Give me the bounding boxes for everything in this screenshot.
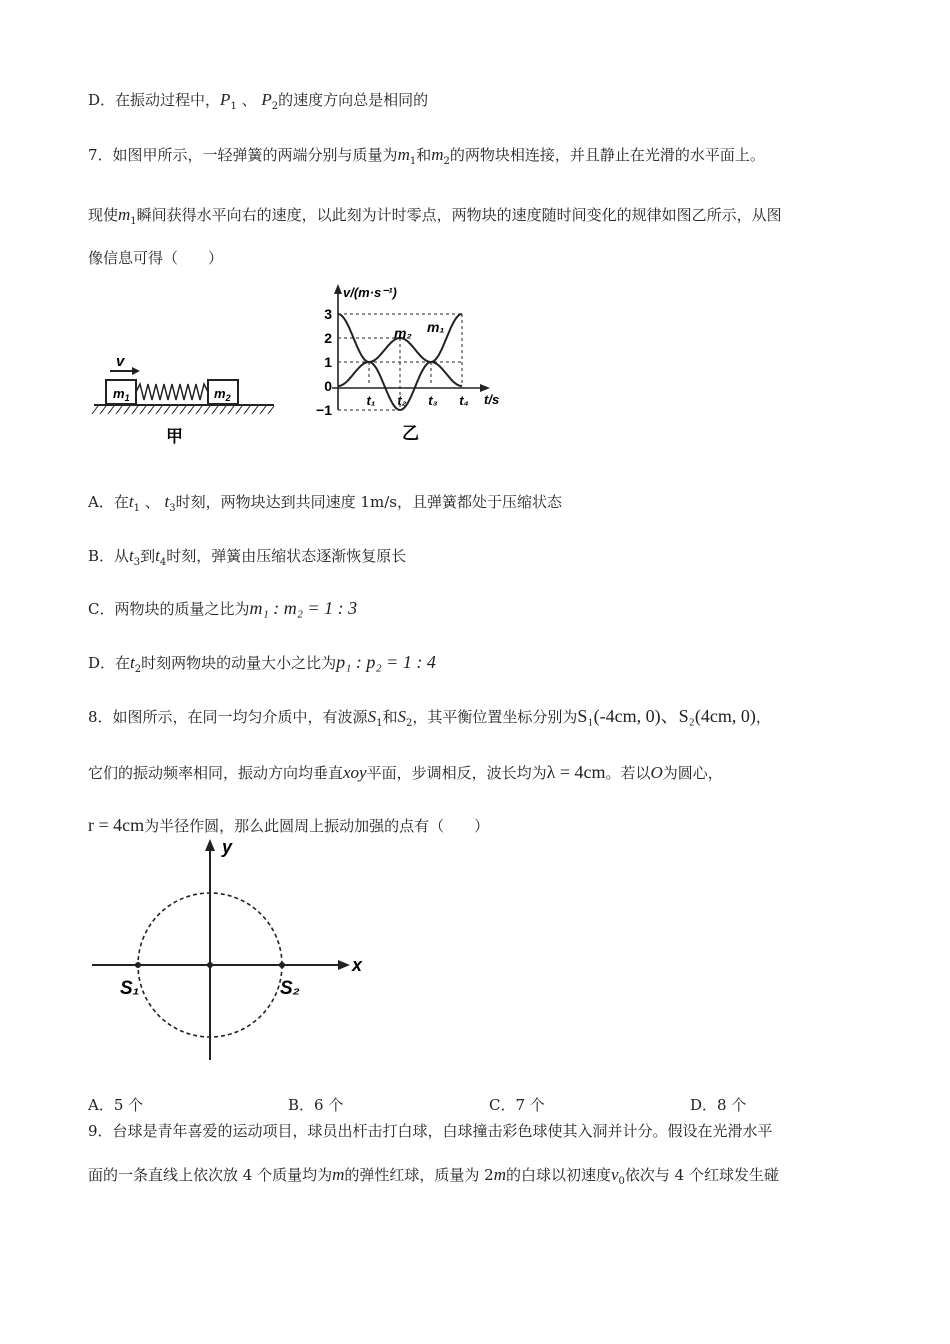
- curve-label-m1: m₁: [427, 319, 445, 335]
- q8-stem-line1: 8．如图所示，在同一均匀介质中，有波源$S_1$和$S_2$，其平衡位置坐标分别为S₁(-4cm, 0)、S₂(4cm, 0)，: [88, 706, 771, 729]
- velocity-arrow-icon: [132, 367, 140, 375]
- q9-stem-line2: 面的一条直线上依次放 4 个质量均为m的弹性红球，质量为 2m的白球以初速度$v_0$依次与 4 个红球发生碰: [88, 1165, 779, 1187]
- figure-yi-chart: [310, 278, 520, 450]
- q7-stem-line2: 现使$m_1$瞬间获得水平向右的速度，以此刻为计时零点，两物块的速度随时间变化的规律如图乙所示，从图: [88, 205, 782, 227]
- q8-option-a[interactable]: A．5 个: [88, 1096, 144, 1114]
- x-axis-label: x: [352, 955, 363, 975]
- s2-label: S₂: [280, 978, 300, 999]
- jia-velocity-label: v: [116, 353, 125, 370]
- x-axis-arrow-icon: [480, 384, 490, 392]
- yi-caption: 乙: [402, 424, 419, 443]
- x-tick-label: t₃: [428, 393, 438, 408]
- q7-option-a[interactable]: A．在$t_1$ 、 $t_3$时刻，两物块达到共同速度 1m/s，且弹簧都处于压缩状态: [88, 492, 562, 514]
- y-tick-label: −1: [316, 402, 332, 418]
- figure-q8-circle: [88, 835, 378, 1065]
- x-tick-label: t₄: [459, 393, 469, 408]
- source-s1-dot: [135, 962, 141, 968]
- curve-label-m2: m₂: [394, 325, 412, 341]
- source-s2-dot: [279, 962, 285, 968]
- jia-caption: 甲: [166, 427, 183, 446]
- q7-stem-line3: 像信息可得（ ）: [88, 249, 224, 267]
- svg-text:m2: $m_2$: [214, 386, 231, 403]
- y-tick-label: 3: [324, 306, 332, 322]
- q7-option-d[interactable]: D．在$t_2$时刻两物块的动量大小之比为p₁ : p₂ = 1 : 4: [88, 652, 436, 675]
- y-axis-arrow-icon: [334, 284, 342, 294]
- origin-dot: [207, 962, 213, 968]
- y-tick-label: 0: [324, 378, 332, 394]
- y-tick-label: 2: [324, 330, 332, 346]
- q9-stem-line1: 9．台球是青年喜爱的运动项目，球员出杆击打白球，白球撞击彩色球使其入洞并计分。假设在光滑水平: [88, 1122, 773, 1140]
- q8-stem-line3: r = 4cm为半径作圆，那么此圆周上振动加强的点有（ ）: [88, 815, 490, 835]
- x-tick-label: t₁: [366, 393, 376, 408]
- y-tick-label: 1: [324, 354, 332, 370]
- q7-option-b[interactable]: B．从$t_3$到$t_4$时刻，弹簧由压缩状态逐渐恢复原长: [88, 546, 407, 568]
- y-axis-arrow-icon: [205, 839, 215, 851]
- q6-option-d: D．在振动过程中，$P_1$ 、 $P_2$的速度方向总是相同的: [88, 90, 429, 112]
- figure-jia: [88, 285, 288, 450]
- svg-text:m1: $m_1$: [113, 386, 130, 403]
- q8-stem-line2: 它们的振动频率相同，振动方向均垂直xoy平面，步调相反，波长均为λ = 4cm。若以O为圆心，: [88, 762, 723, 782]
- y-axis-label: y: [222, 837, 233, 857]
- q8-option-c[interactable]: C．7 个: [489, 1096, 545, 1114]
- x-axis-label: t/s: [484, 392, 500, 407]
- q7-stem-line1: 7．如图甲所示，一轻弹簧的两端分别与质量为$m_1$和$m_2$的两物块相连接，并且静止在光滑的水平面上。: [88, 145, 765, 167]
- s1-label: S₁: [120, 978, 140, 999]
- y-axis-label: v/(m·s⁻¹): [343, 285, 397, 300]
- q7-option-c[interactable]: C．两物块的质量之比为m₁ : m₂ = 1 : 3: [88, 598, 358, 618]
- x-axis-arrow-icon: [338, 960, 350, 970]
- spring: [136, 384, 208, 400]
- x-tick-label: t₂: [397, 393, 407, 408]
- q8-option-b[interactable]: B．6 个: [288, 1096, 344, 1114]
- q8-option-d[interactable]: D．8 个: [690, 1096, 747, 1114]
